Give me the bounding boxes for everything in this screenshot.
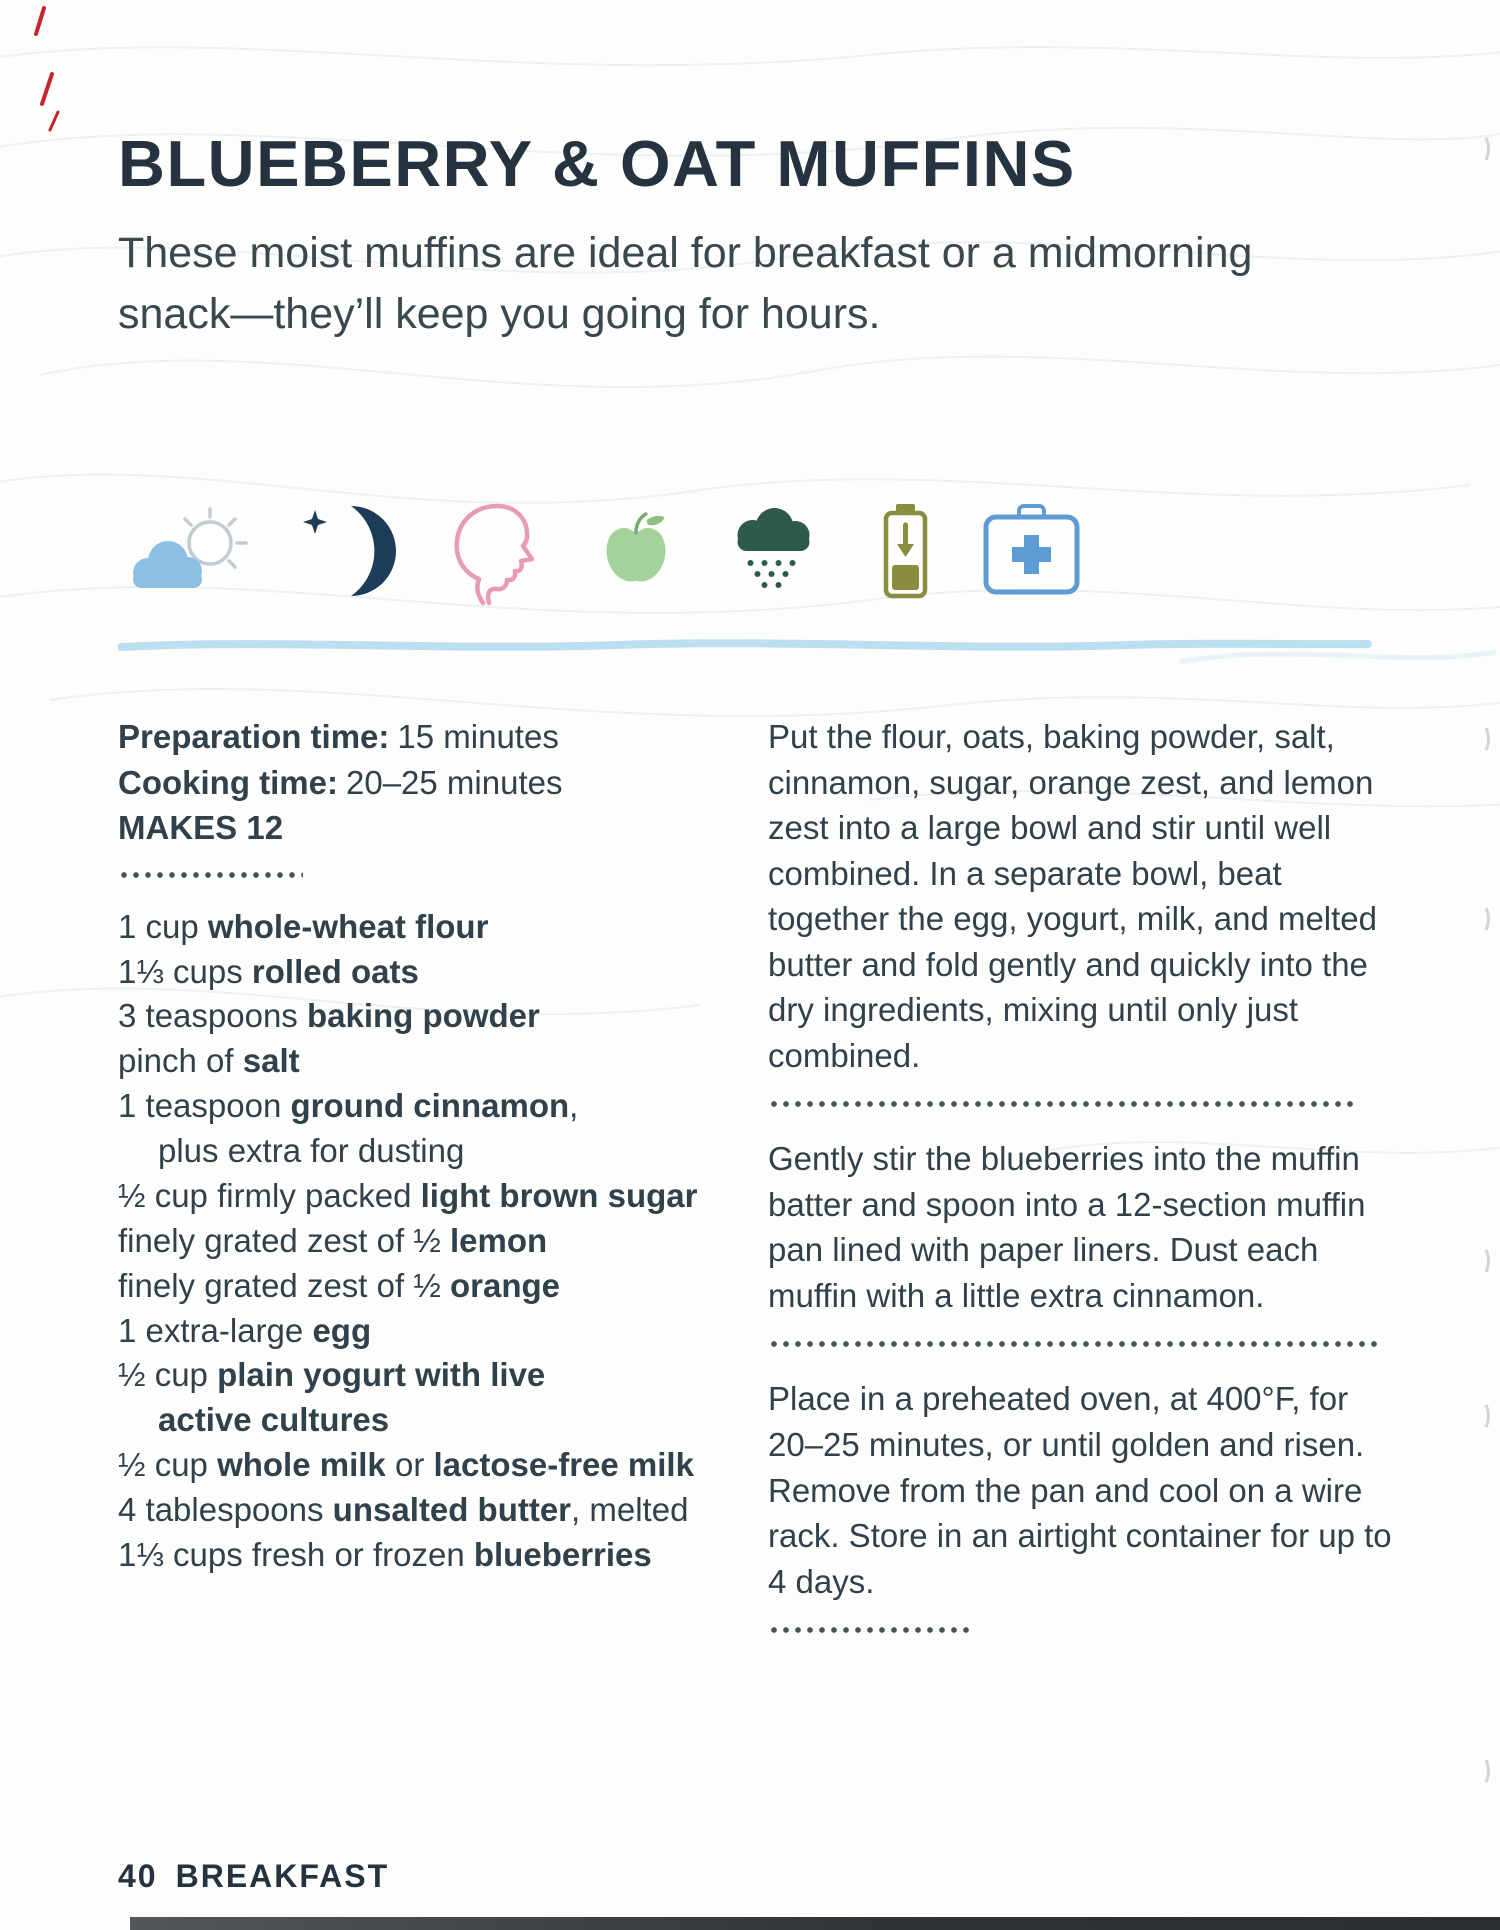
section-label: BREAKFAST bbox=[175, 1858, 390, 1894]
ingredient-line: 1⅓ cups fresh or frozen blueberries bbox=[118, 1535, 652, 1573]
recipe-subtitle: These moist muffins are ideal for breakfast or a midmorning snack—they’ll keep you going for hours. bbox=[118, 229, 1253, 339]
page-number: 40 bbox=[118, 1858, 158, 1894]
makes-label: MAKES 12 bbox=[118, 809, 284, 847]
dotted-divider bbox=[118, 871, 303, 879]
page-footer bbox=[118, 1858, 389, 1895]
ingredient-line: pinch of salt bbox=[118, 1042, 300, 1080]
wave-divider bbox=[118, 634, 1373, 656]
ingredients-list bbox=[118, 905, 728, 1578]
apple-icon bbox=[596, 503, 676, 598]
ingredient-line: 3 teaspoons baking powder bbox=[118, 997, 540, 1035]
ingredient-line: ½ cup plain yogurt with live active cultures bbox=[118, 1356, 546, 1439]
prep-time bbox=[118, 714, 728, 760]
method-step: Gently stir the blueberries into the muffin batter and spoon into a 12-section muffin pan lined with paper liners. Dust each muffin with a little extra cinnamon. bbox=[768, 1140, 1366, 1314]
ingredient-line: 1 teaspoon ground cinnamon, plus extra for dusting bbox=[118, 1087, 579, 1170]
dotted-divider bbox=[768, 1100, 1353, 1108]
prep-time-value: 15 minutes bbox=[397, 718, 559, 756]
ingredient-line: 1 extra-large egg bbox=[118, 1311, 372, 1349]
ingredient-line: 1⅓ cups rolled oats bbox=[118, 952, 419, 990]
page-content bbox=[118, 126, 1408, 1662]
cook-time-label: Cooking time: bbox=[118, 763, 338, 801]
head-profile-icon bbox=[445, 493, 550, 608]
dotted-divider bbox=[768, 1626, 973, 1634]
ingredient-line: 4 tablespoons unsalted butter, melted bbox=[118, 1491, 689, 1529]
ingredient-line: finely grated zest of ½ lemon bbox=[118, 1221, 548, 1259]
ingredients-column bbox=[118, 714, 768, 1662]
cook-time bbox=[118, 760, 728, 806]
dietary-icons-row bbox=[118, 493, 1408, 608]
sun-cloud-icon bbox=[118, 501, 253, 601]
method-steps bbox=[768, 714, 1398, 1662]
ingredient-line: ½ cup whole milk or lactose-free milk bbox=[118, 1446, 694, 1484]
ingredient-line: 1 cup whole-wheat flour bbox=[118, 907, 489, 945]
method-step: Put the flour, oats, baking powder, salt, cinnamon, sugar, orange zest, and lemon zest into a large bowl and stir until well combined. In a separate bowl, beat together the egg, yogurt, milk, and melted butter and fold gently and quickly into the dry ingredients, mixing until only just combined. bbox=[768, 718, 1378, 1074]
ingredient-line: finely grated zest of ½ orange bbox=[118, 1266, 561, 1304]
method-step: Place in a preheated oven, at 400°F, for 20–25 minutes, or until golden and risen. Remove from the pan and cool on a wire rack. Store in an airtight container for up to 4 days. bbox=[768, 1380, 1392, 1600]
cook-time-value: 20–25 minutes bbox=[346, 763, 563, 801]
moon-star-icon bbox=[299, 498, 399, 603]
first-aid-icon bbox=[979, 503, 1084, 598]
prep-time-label: Preparation time: bbox=[118, 718, 390, 756]
recipe-title: BLUEBERRY & OAT MUFFINS bbox=[118, 127, 1076, 200]
scan-edge-band bbox=[130, 1917, 1500, 1930]
dotted-divider bbox=[768, 1340, 1383, 1348]
recipe-columns bbox=[118, 714, 1408, 1662]
ingredient-line: ½ cup firmly packed light brown sugar bbox=[118, 1176, 698, 1214]
battery-icon bbox=[878, 501, 933, 601]
rain-cloud-icon bbox=[722, 501, 832, 601]
